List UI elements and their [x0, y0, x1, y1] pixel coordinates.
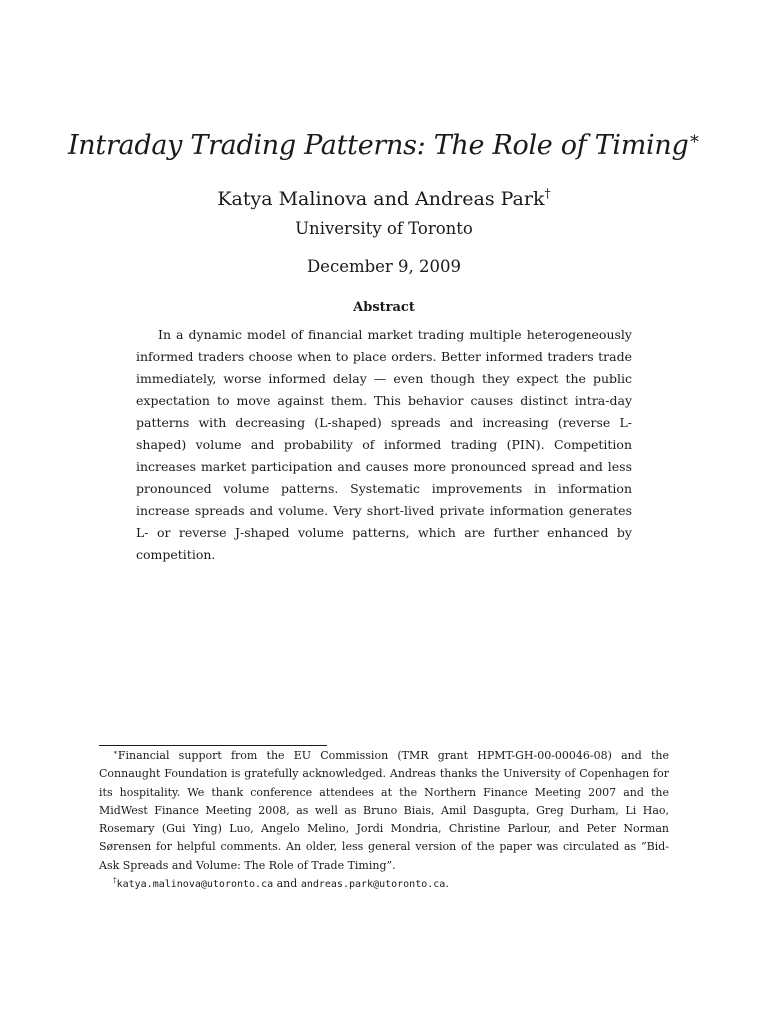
authors-footnote-mark: †: [544, 186, 551, 201]
footnote-2-connector: and: [273, 877, 301, 891]
footnotes: [99, 747, 669, 894]
date: December 9, 2009: [306, 257, 462, 276]
footnote-1-mark: ∗: [113, 747, 118, 757]
footnote-2: [99, 875, 669, 894]
title-text: Intraday Trading Patterns: The Role of Timing: [67, 130, 689, 161]
email-katya[interactable]: katya.malinova@utoronto.ca: [116, 879, 274, 891]
title-footnote-mark: ∗: [688, 129, 701, 149]
abstract-heading: Abstract: [353, 300, 415, 315]
authors: [0, 188, 768, 210]
affiliation: University of Toronto: [295, 219, 473, 238]
paper-title: [0, 130, 768, 161]
abstract-body: In a dynamic model of financial market trading multiple heterogeneously informed traders choose when to place orders. Better informed traders trade immediately, worse informed delay — even though they expect the public expectation to move against them. This behavior causes distinct intra-day patterns with decreasing (L-shaped) spreads and increasing (reverse L-shaped) volume and probability of informed trading (PIN). Competition increases market participation and causes more pronounced spread and less pronounced volume patterns. Systematic improvements in information increase spreads and volume. Very short-lived private information generates L- or reverse J-shaped volume patterns, which are further enhanced by competition.: [136, 327, 632, 562]
footnote-1: [99, 747, 669, 875]
footnote-1-text: Financial support from the EU Commission (TMR grant HPMT-GH-00-00046-08) and the Connaught Foundation is gratefully acknowledged. Andreas thanks the University of Copenhagen for its hospitality. We thank conference attendees at the Northern Finance Meeting 2007 and the MidWest Finance Meeting 2008, as well as Bruno Biais, Amil Dasgupta, Greg Durham, Li Hao, Rosemary (Gui Ying) Luo, Angelo Melino, Jordi Mondria, Christine Parlour, and Peter Norman Sørensen for helpful comments. An older, less general version of the paper was circulated as “Bid-Ask Spreads and Volume: The Role of Trade Timing”.: [99, 749, 669, 872]
email-andreas[interactable]: andreas.park@utoronto.ca: [300, 879, 446, 891]
footnote-rule: [99, 745, 327, 746]
footnote-2-end: .: [445, 877, 449, 891]
footnote-2-mark: †: [113, 875, 117, 885]
authors-text: Katya Malinova and Andreas Park: [217, 188, 545, 210]
